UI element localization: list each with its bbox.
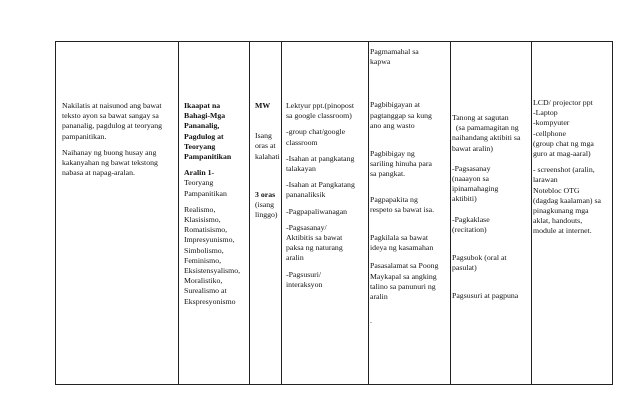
text-line: pinagkunang mga <box>533 206 589 216</box>
text-line: -Isahan at Pangkatang <box>286 180 355 190</box>
text-line: Bahagi-Mga <box>184 111 226 121</box>
text-line: -cellphone <box>533 128 566 138</box>
text-line: Realismo, <box>184 204 216 214</box>
text-line: sa pangkat. <box>370 169 406 179</box>
text-line: interaksyon <box>286 279 323 289</box>
text-line: ano ang wasto <box>370 120 415 130</box>
text-line: paksa ng naturang <box>286 243 343 253</box>
materials-item <box>533 98 609 159</box>
text-line: Pagmamahal sa <box>370 47 419 56</box>
text-line: pananaliksik <box>286 190 326 200</box>
method-item <box>286 180 366 200</box>
column-divider <box>281 42 282 384</box>
text-line: sariling hinuha para <box>370 159 432 169</box>
text-line: -Pagsasanay/ <box>286 222 327 232</box>
text-line: ideya ng kasamahan <box>370 243 434 253</box>
materials-cell <box>533 98 609 237</box>
aralin-heading <box>184 168 248 199</box>
assessment-item <box>452 113 532 154</box>
text-line: talino sa panunuri ng <box>370 281 436 291</box>
text-line: Maykapal sa angking <box>370 271 437 281</box>
text-line: (dagdag kaalaman) sa <box>533 195 601 205</box>
text-line: Pagbibigayan at <box>370 100 421 110</box>
text-line: module at internet. <box>533 226 592 236</box>
text-line: (sa pamamagitan ng <box>452 123 519 133</box>
text-line: - screenshot (aralin, <box>533 165 595 175</box>
text-line: Pampanitikan <box>184 152 232 162</box>
text-line: Pananalig, <box>184 121 220 131</box>
text-line: guro at mag-aaral) <box>533 149 591 159</box>
assessment-item <box>452 164 532 205</box>
text-line: -group chat/google <box>286 127 346 137</box>
text-line: classroom <box>286 137 318 147</box>
text-line: -Pagsasanay <box>452 163 491 173</box>
text-line: larawan <box>533 175 558 185</box>
method-item <box>286 101 366 121</box>
column-divider <box>178 42 179 384</box>
text-line: Romatisismo, <box>184 225 228 235</box>
text-line: Pasasalamat sa Poong <box>370 261 439 271</box>
column-divider <box>450 42 451 384</box>
text-line: nabasa at napag-aralan. <box>62 168 135 178</box>
text-line: Moralistiko, <box>184 276 223 286</box>
text-line: Ikaapat na <box>184 101 221 110</box>
topic-cell <box>184 101 248 307</box>
text-line: (group chat ng mga <box>533 138 594 148</box>
text-line: linggo) <box>255 210 278 220</box>
text-line: respeto sa bawat isa. <box>370 204 435 214</box>
text-line: naihandang aktibiti sa <box>452 133 521 143</box>
value-item <box>370 195 450 215</box>
value-item <box>370 100 450 131</box>
text-line: 3 oras <box>255 189 276 199</box>
schedule-days: MW <box>255 101 271 110</box>
theory-list <box>184 205 248 307</box>
column-divider <box>249 42 250 384</box>
value-item <box>370 47 450 67</box>
text-line: Naihanay ng buong husay ang <box>62 147 157 157</box>
objective-paragraph-1 <box>62 101 177 142</box>
text-line: -Laptop <box>533 108 558 118</box>
text-line: Pagdulog at <box>184 131 224 141</box>
text-line: kakanyahan ng bawat tekstong <box>62 158 158 168</box>
value-item <box>370 149 450 180</box>
text-line: Notebloc OTG <box>533 185 580 195</box>
text-line: LCD/ projector ppt <box>533 98 593 107</box>
text-line: Nakilatis at naisunod ang bawat <box>62 101 162 110</box>
text-line: aralin <box>370 292 388 302</box>
values-cell <box>370 47 450 326</box>
text-line: Surealismo at <box>184 286 227 296</box>
text-line: Simbolismo, <box>184 245 224 255</box>
text-line: -Pagsusuri/ <box>286 269 322 279</box>
text-line: pagtanggap sa kung <box>370 110 432 120</box>
text-line: bawat aralin) <box>452 143 493 153</box>
methods-cell <box>286 101 366 290</box>
text-line: Pagsusuri at pagpuna <box>452 291 519 301</box>
text-line: pasulat) <box>452 263 477 273</box>
text-line: Pagpapakita ng <box>370 194 418 204</box>
method-item <box>286 207 366 217</box>
method-item <box>286 154 366 174</box>
text-line: Klasisismo, <box>184 215 221 225</box>
method-item <box>286 223 366 264</box>
duration-2 <box>255 190 281 221</box>
assessment-item <box>452 291 532 301</box>
text-line: aklat, handouts, <box>533 216 583 226</box>
text-line: kapwa <box>370 57 391 67</box>
assessment-item <box>452 253 532 273</box>
text-line: Pagkilala sa bawat <box>370 233 429 243</box>
text-line: Isang <box>255 131 272 141</box>
text-line: (isang <box>255 200 275 210</box>
text-line: pananalig, pagdulog at teoryang <box>62 121 163 131</box>
text-line: -Pagkaklase <box>452 214 490 224</box>
text-line: Eksistensyalismo, <box>184 266 241 276</box>
text-line: (naaayon sa <box>452 174 490 184</box>
text-line: Teoryang <box>184 141 216 151</box>
text-line: Pagbibigay ng <box>370 149 415 159</box>
text-line: Impresyunismo, <box>184 235 235 245</box>
text-line: Ekspresyonismo <box>184 296 236 306</box>
text-line: oras at <box>255 141 276 151</box>
text-line: -Isahan at pangkatang <box>286 153 355 163</box>
text-line: ipinamahaging <box>452 184 499 194</box>
text-line: kalahati <box>255 151 280 161</box>
text-line: Aralin 1- <box>184 168 215 178</box>
materials-item <box>533 165 609 236</box>
text-line: talakayan <box>286 164 316 174</box>
text-line: aktibiti) <box>452 194 477 204</box>
text-line: Aktibitis sa bawat <box>286 233 343 243</box>
text-line: teksto ayon sa bawat sangay sa <box>62 111 159 121</box>
time-cell <box>255 101 281 220</box>
assessment-item <box>452 215 532 235</box>
text-line: Teoryang <box>184 178 214 188</box>
text-line: aralin <box>286 253 304 263</box>
text-line: Tanong at sagutan <box>452 113 509 122</box>
value-item <box>370 261 450 302</box>
topic-heading <box>184 101 248 162</box>
text-line: Feminismo, <box>184 255 222 265</box>
method-item <box>286 270 366 290</box>
text-line: sa google classroom) <box>286 111 352 121</box>
value-item <box>370 233 450 253</box>
column-divider <box>368 42 369 384</box>
text-line: . <box>370 316 372 326</box>
duration-1 <box>255 131 281 162</box>
text-line: pampanitikan. <box>62 131 107 141</box>
text-line: -Pagpapaliwanagan <box>286 206 348 216</box>
text-line: -kompyuter <box>533 118 570 128</box>
text-line: (recitation) <box>452 224 487 234</box>
objective-paragraph-2 <box>62 148 177 179</box>
method-item <box>286 127 366 147</box>
text-line: Pampanitikan <box>184 188 227 198</box>
text-line: Pagsubok (oral at <box>452 253 507 263</box>
objectives-cell <box>62 101 177 178</box>
assessment-cell <box>452 113 532 302</box>
text-line: Lektyur ppt.(pinopost <box>286 101 354 110</box>
